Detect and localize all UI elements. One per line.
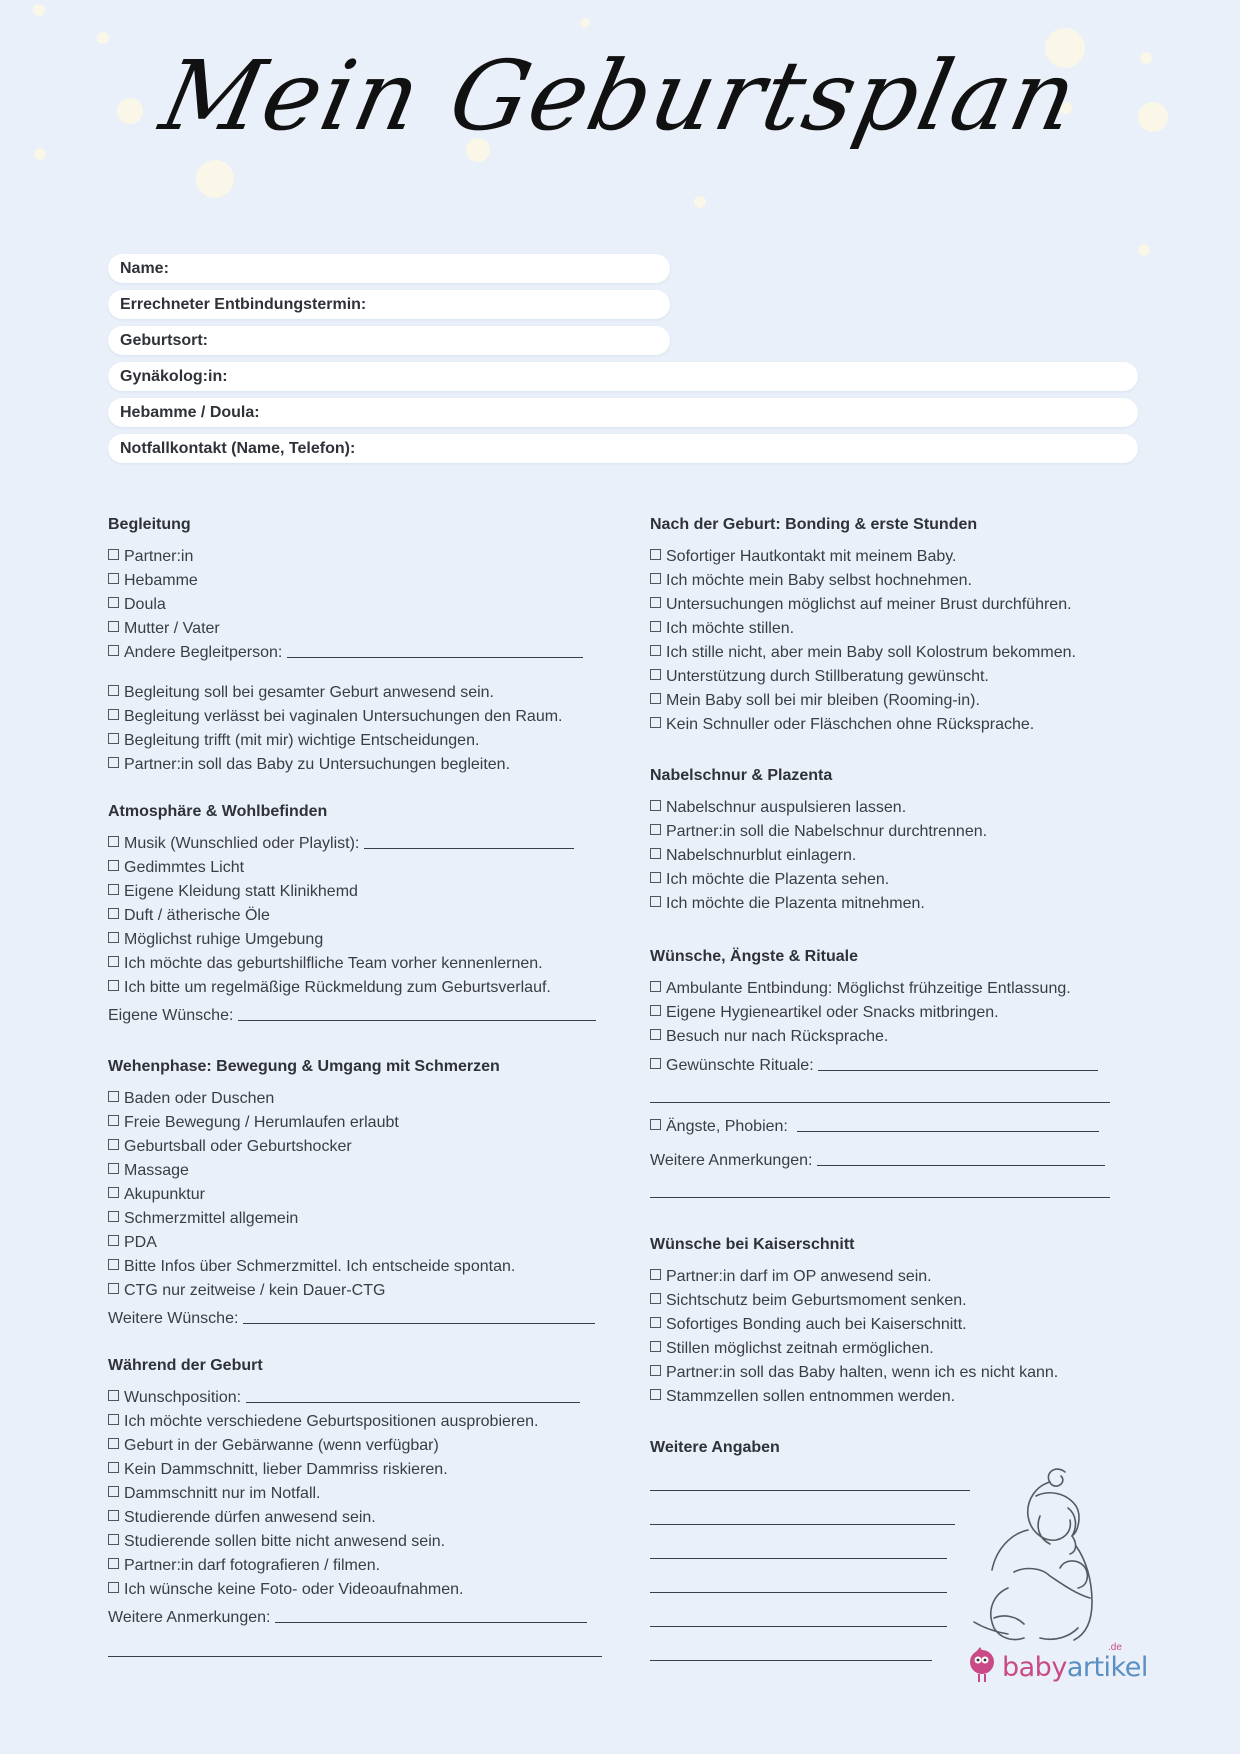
checkbox-icon[interactable] [108, 1259, 119, 1270]
checkbox-icon[interactable] [108, 1390, 119, 1401]
checkbox-item[interactable]: Ich möchte die Plazenta sehen. [650, 868, 1130, 892]
free-text-row: Weitere Wünsche: [108, 1307, 608, 1331]
checkbox-item[interactable]: Dammschnitt nur im Notfall. [108, 1482, 608, 1506]
section-title: Atmosphäre & Wohlbefinden [108, 803, 328, 820]
checkbox-icon[interactable] [108, 757, 119, 768]
checkbox-item[interactable]: Musik (Wunschlied oder Playlist): [108, 832, 608, 856]
section-title: Wünsche, Ängste & Rituale [650, 948, 859, 965]
checkbox-item[interactable]: Stillen möglichst zeitnah ermöglichen. [650, 1337, 1130, 1361]
checkbox-item[interactable]: Unterstützung durch Stillberatung gewünscht. [650, 665, 1130, 689]
fill-in-line[interactable] [238, 1006, 596, 1021]
fill-in-line[interactable] [246, 1388, 580, 1403]
fill-in-line[interactable] [650, 1468, 970, 1491]
fill-in-line[interactable] [818, 1056, 1098, 1071]
checkbox-item[interactable]: Studierende sollen bitte nicht anwesend sein. [108, 1530, 608, 1554]
checkbox-icon[interactable] [650, 1389, 661, 1400]
checkbox-item[interactable]: Ich möchte verschiedene Geburtspositionen ausprobieren. [108, 1410, 608, 1434]
checkbox-item[interactable]: Bitte Infos über Schmerzmittel. Ich entscheide spontan. [108, 1255, 608, 1279]
checkbox-item[interactable]: Möglichst ruhige Umgebung [108, 928, 608, 952]
checkbox-item[interactable]: Untersuchungen möglichst auf meiner Brust durchführen. [650, 593, 1130, 617]
checkbox-item[interactable]: Akupunktur [108, 1183, 608, 1207]
fill-in-line[interactable] [797, 1117, 1099, 1132]
checkbox-item[interactable]: Eigene Hygieneartikel oder Snacks mitbringen. [650, 1001, 1130, 1025]
section-title: Weitere Angaben [650, 1439, 780, 1456]
checkbox-item[interactable]: Gedimmtes Licht [108, 856, 608, 880]
checkbox-icon[interactable] [108, 836, 119, 847]
checkbox-icon[interactable] [650, 1005, 661, 1016]
checkbox-icon[interactable] [108, 860, 119, 871]
section-waehrend [108, 1357, 608, 1657]
checkbox-icon[interactable] [650, 824, 661, 835]
checkbox-item[interactable]: Doula [108, 593, 608, 617]
checkbox-item[interactable]: Ich bitte um regelmäßige Rückmeldung zum Geburtsverlauf. [108, 976, 608, 1000]
checkbox-icon[interactable] [108, 573, 119, 584]
checkbox-icon[interactable] [650, 1365, 661, 1376]
checkbox-item[interactable]: Stammzellen sollen entnommen werden. [650, 1385, 1130, 1409]
checkbox-item[interactable]: Ambulante Entbindung: Möglichst frühzeitige Entlassung. [650, 977, 1130, 1001]
checkbox-item[interactable]: Sichtschutz beim Geburtsmoment senken. [650, 1289, 1130, 1313]
checkbox-icon[interactable] [650, 717, 661, 728]
checkbox-icon[interactable] [650, 645, 661, 656]
checkbox-item[interactable]: Ich möchte stillen. [650, 617, 1130, 641]
section-title: Nabelschnur & Plazenta [650, 767, 833, 784]
fill-in-line[interactable] [364, 834, 574, 849]
checkbox-item[interactable]: CTG nur zeitweise / kein Dauer-CTG [108, 1279, 608, 1303]
bokeh-dot [1138, 244, 1150, 256]
checkbox-item[interactable]: Partner:in soll das Baby halten, wenn ich es nicht kann. [650, 1361, 1130, 1385]
section-begleitung [108, 516, 608, 777]
checkbox-item[interactable]: Ängste, Phobien: [650, 1115, 1130, 1139]
field-label: Hebamme / Doula: [120, 404, 260, 421]
checkbox-item[interactable]: Ich stille nicht, aber mein Baby soll Kolostrum bekommen. [650, 641, 1130, 665]
fill-in-line[interactable] [287, 643, 583, 658]
checkbox-item[interactable]: Gewünschte Rituale: [650, 1054, 1130, 1078]
fill-in-line[interactable] [650, 1638, 932, 1661]
fill-in-line[interactable] [108, 1634, 602, 1657]
checkbox-item[interactable]: Wunschposition: [108, 1386, 608, 1410]
checkbox-icon[interactable] [108, 980, 119, 991]
checkbox-icon[interactable] [108, 1091, 119, 1102]
section-wuensche-aengste [650, 948, 1130, 1198]
checkbox-icon[interactable] [108, 645, 119, 656]
checkbox-item[interactable]: Begleitung verlässt bei vaginalen Untersuchungen den Raum. [108, 705, 608, 729]
fill-in-line[interactable] [650, 1536, 947, 1559]
checkbox-item[interactable]: Geburt in der Gebärwanne (wenn verfügbar) [108, 1434, 608, 1458]
fill-in-line[interactable] [650, 1502, 955, 1525]
field-label: Geburtsort: [120, 332, 208, 349]
name-field[interactable] [108, 254, 670, 283]
gynecologist-field[interactable] [108, 362, 1138, 391]
checkbox-icon[interactable] [108, 597, 119, 608]
checkbox-item[interactable]: Sofortiges Bonding auch bei Kaiserschnitt. [650, 1313, 1130, 1337]
checkbox-item[interactable]: Kein Dammschnitt, lieber Dammriss riskieren. [108, 1458, 608, 1482]
section-title: Wehenphase: Bewegung & Umgang mit Schmerzen [108, 1058, 500, 1075]
checkbox-icon[interactable] [650, 597, 661, 608]
checkbox-item[interactable]: Ich möchte die Plazenta mitnehmen. [650, 892, 1130, 916]
checkbox-item[interactable]: Ich wünsche keine Foto- oder Videoaufnahmen. [108, 1578, 608, 1602]
checkbox-icon[interactable] [650, 621, 661, 632]
checkbox-icon[interactable] [108, 1139, 119, 1150]
checkbox-icon[interactable] [108, 1582, 119, 1593]
emergency-contact-field[interactable] [108, 434, 1138, 463]
checkbox-icon[interactable] [650, 1058, 661, 1069]
checkbox-item[interactable]: Partner:in soll die Nabelschnur durchtrennen. [650, 820, 1130, 844]
fill-in-line[interactable] [650, 1175, 1110, 1198]
checkbox-icon[interactable] [108, 1534, 119, 1545]
section-title: Nach der Geburt: Bonding & erste Stunden [650, 516, 978, 533]
checkbox-icon[interactable] [108, 1510, 119, 1521]
checkbox-item[interactable]: Hebamme [108, 569, 608, 593]
section-title: Begleitung [108, 516, 191, 533]
checkbox-icon[interactable] [108, 956, 119, 967]
fill-in-line[interactable] [817, 1151, 1105, 1166]
checkbox-icon[interactable] [108, 1163, 119, 1174]
spacer [108, 665, 608, 681]
bird-mascot-icon [966, 1646, 998, 1686]
checkbox-icon[interactable] [108, 1187, 119, 1198]
section-atmosphaere [108, 803, 608, 1028]
fill-in-line[interactable] [650, 1080, 1110, 1103]
checkbox-icon[interactable] [108, 685, 119, 696]
checkbox-item[interactable]: PDA [108, 1231, 608, 1255]
checkbox-icon[interactable] [650, 896, 661, 907]
checkbox-icon[interactable] [108, 1462, 119, 1473]
checkbox-item[interactable]: Studierende dürfen anwesend sein. [108, 1506, 608, 1530]
checkbox-icon[interactable] [650, 848, 661, 859]
checkbox-icon[interactable] [650, 573, 661, 584]
checkbox-icon[interactable] [650, 872, 661, 883]
babyartikel-logo[interactable] [966, 1642, 1148, 1686]
field-label: Notfallkontakt (Name, Telefon): [120, 440, 356, 457]
section-wehenphase [108, 1058, 608, 1331]
checkbox-item[interactable]: Sofortiger Hautkontakt mit meinem Baby. [650, 545, 1130, 569]
checkbox-item[interactable]: Partner:in darf fotografieren / filmen. [108, 1554, 608, 1578]
checkbox-icon[interactable] [108, 733, 119, 744]
field-label: Gynäkolog:in: [120, 368, 228, 385]
free-text-row: Weitere Anmerkungen: [108, 1606, 608, 1630]
checkbox-item[interactable]: Begleitung soll bei gesamter Geburt anwesend sein. [108, 681, 608, 705]
checkbox-icon[interactable] [650, 1029, 661, 1040]
logo-tld: .de [1108, 1642, 1122, 1653]
checkbox-item[interactable]: Schmerzmittel allgemein [108, 1207, 608, 1231]
fill-in-line[interactable] [650, 1570, 947, 1593]
checkbox-icon[interactable] [650, 1341, 661, 1352]
checkbox-item[interactable]: Mutter / Vater [108, 617, 608, 641]
checkbox-icon[interactable] [108, 1486, 119, 1497]
checkbox-icon[interactable] [108, 1283, 119, 1294]
checkbox-icon[interactable] [108, 932, 119, 943]
checkbox-item[interactable]: Ich möchte das geburtshilfliche Team vorher kennenlernen. [108, 952, 608, 976]
midwife-field[interactable] [108, 398, 1138, 427]
left-column [108, 516, 608, 1657]
checkbox-icon[interactable] [108, 621, 119, 632]
checkbox-item[interactable]: Nabelschnur auspulsieren lassen. [650, 796, 1130, 820]
checkbox-item[interactable]: Eigene Kleidung statt Klinikhemd [108, 880, 608, 904]
bokeh-dot [33, 4, 45, 16]
checkbox-item[interactable]: Partner:in darf im OP anwesend sein. [650, 1265, 1130, 1289]
checkbox-icon[interactable] [650, 1119, 661, 1130]
checkbox-icon[interactable] [650, 549, 661, 560]
checkbox-item[interactable]: Baden oder Duschen [108, 1087, 608, 1111]
checkbox-icon[interactable] [108, 1414, 119, 1425]
bokeh-dot [196, 160, 234, 198]
checkbox-icon[interactable] [650, 1293, 661, 1304]
checkbox-item[interactable]: Partner:in soll das Baby zu Untersuchungen begleiten. [108, 753, 608, 777]
checkbox-item[interactable]: Geburtsball oder Geburtshocker [108, 1135, 608, 1159]
section-title: Wünsche bei Kaiserschnitt [650, 1236, 855, 1253]
checkbox-item[interactable]: Massage [108, 1159, 608, 1183]
checkbox-icon[interactable] [650, 800, 661, 811]
birthplace-field[interactable] [108, 326, 670, 355]
section-nach-der-geburt [650, 516, 1130, 737]
page-title: Mein Geburtsplan [152, 40, 1088, 152]
fill-in-line[interactable] [650, 1604, 947, 1627]
checkbox-item[interactable]: Kein Schnuller oder Fläschchen ohne Rücksprache. [650, 713, 1130, 737]
fill-in-line[interactable] [243, 1309, 595, 1324]
checkbox-item[interactable]: Duft / ätherische Öle [108, 904, 608, 928]
free-text-row: Eigene Wünsche: [108, 1004, 608, 1028]
fill-in-line[interactable] [275, 1608, 587, 1623]
section-kaiserschnitt [650, 1236, 1130, 1409]
due-date-field[interactable] [108, 290, 670, 319]
checkbox-item[interactable]: Partner:in [108, 545, 608, 569]
bokeh-dot [580, 18, 590, 28]
checkbox-icon[interactable] [650, 981, 661, 992]
checkbox-item[interactable]: Nabelschnurblut einlagern. [650, 844, 1130, 868]
checkbox-item[interactable]: Besuch nur nach Rücksprache. [650, 1025, 1130, 1049]
checkbox-icon[interactable] [108, 908, 119, 919]
checkbox-icon[interactable] [108, 549, 119, 560]
free-text-row: Weitere Anmerkungen: [650, 1149, 1130, 1173]
checkbox-icon[interactable] [650, 1269, 661, 1280]
logo-text: babyartikel [1002, 1652, 1148, 1683]
mother-baby-illustration-icon [970, 1460, 1130, 1650]
checkbox-icon[interactable] [108, 709, 119, 720]
checkbox-icon[interactable] [108, 1211, 119, 1222]
bokeh-dot [694, 196, 706, 208]
checkbox-icon[interactable] [108, 1115, 119, 1126]
checkbox-icon[interactable] [108, 1558, 119, 1569]
checkbox-item[interactable]: Begleitung trifft (mit mir) wichtige Entscheidungen. [108, 729, 608, 753]
checkbox-icon[interactable] [650, 1317, 661, 1328]
checkbox-item[interactable]: Mein Baby soll bei mir bleiben (Rooming-in). [650, 689, 1130, 713]
section-nabelschnur [650, 767, 1130, 916]
field-label: Name: [120, 260, 169, 277]
section-title: Während der Geburt [108, 1357, 263, 1374]
checkbox-item[interactable]: Freie Bewegung / Herumlaufen erlaubt [108, 1111, 608, 1135]
checkbox-icon[interactable] [108, 1235, 119, 1246]
checkbox-item[interactable]: Andere Begleitperson: [108, 641, 608, 665]
checkbox-icon[interactable] [108, 1438, 119, 1449]
field-label: Errechneter Entbindungstermin: [120, 296, 367, 313]
checkbox-icon[interactable] [650, 669, 661, 680]
checkbox-icon[interactable] [650, 693, 661, 704]
checkbox-icon[interactable] [108, 884, 119, 895]
checkbox-item[interactable]: Ich möchte mein Baby selbst hochnehmen. [650, 569, 1130, 593]
